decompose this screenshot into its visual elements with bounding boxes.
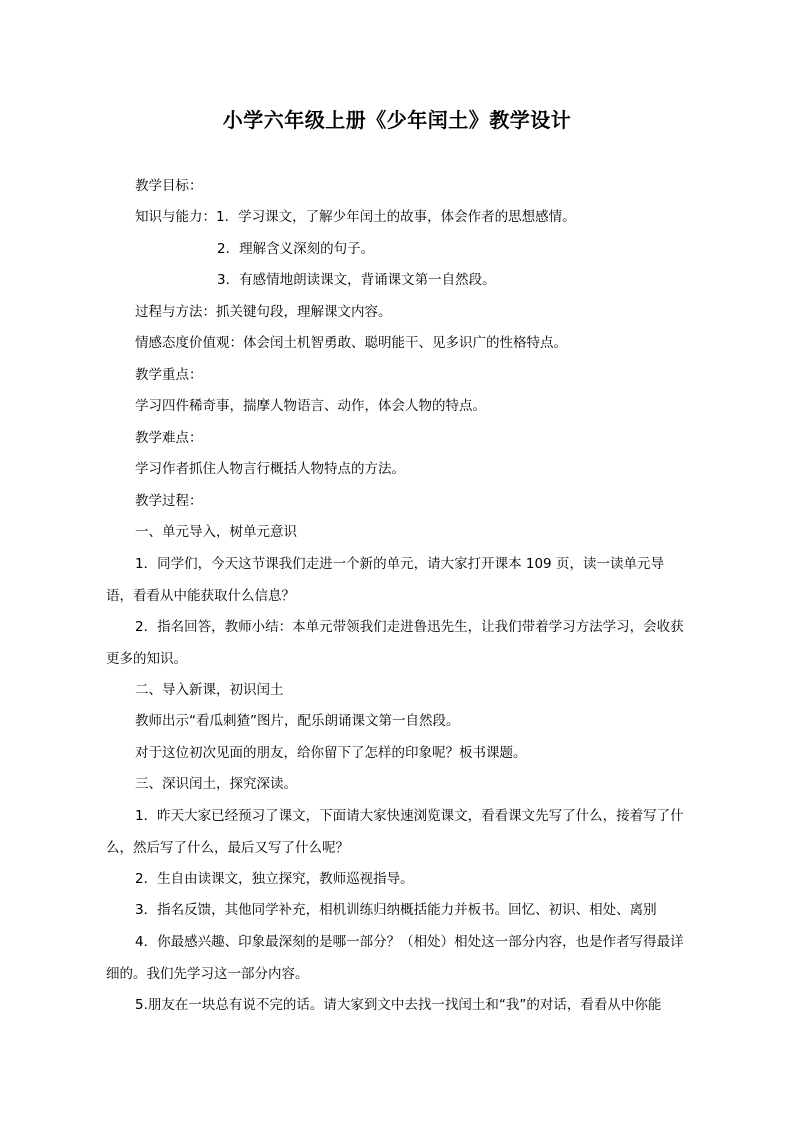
section-3-heading: 三、深识闰土，探究深读。	[135, 776, 297, 792]
section-1-item-2: 2．指名回答，教师小结：本单元带领我们走进鲁迅先生，让我们带着学习方法学习，会收获更多的知识。	[106, 619, 684, 667]
knowledge-goal-2: 2．理解含义深刻的句子。	[217, 241, 375, 257]
goals-heading: 教学目标：	[135, 178, 203, 194]
section-3-item-1: 1．昨天大家已经预习了课文，下面请大家快速浏览课文，看看课文先写了什么，接着写了什么，然后写了什么，最后又写了什么呢？	[106, 808, 684, 856]
document-title: 小学六年级上册《少年闰土》教学设计	[222, 108, 572, 132]
difficulty-heading: 教学难点：	[135, 430, 203, 446]
emotion-values-goal: 情感态度价值观：体会闰土机智勇敢、聪明能干、见多识广的性格特点。	[135, 335, 567, 351]
difficulty-text: 学习作者抓住人物言行概括人物特点的方法。	[135, 461, 405, 477]
process-heading: 教学过程：	[135, 493, 203, 509]
process-method-goal: 过程与方法：抓关键句段，理解课文内容。	[135, 304, 392, 320]
section-2-heading: 二、导入新课，初识闰土	[135, 682, 284, 698]
knowledge-goal-3: 3．有感情地朗读课文，背诵课文第一自然段。	[217, 272, 496, 288]
section-1-heading: 一、单元导入，树单元意识	[135, 524, 297, 540]
section-2-line-1: 教师出示“看瓜刺猹”图片，配乐朗诵课文第一自然段。	[135, 713, 460, 729]
section-1-item-1: 1．同学们，今天这节课我们走进一个新的单元，请大家打开课本 109 页，读一读单元导语，看看从中能获取什么信息？	[106, 556, 664, 604]
section-3-item-3: 3．指名反馈，其他同学补充，相机训练归纳概括能力并板书。回忆、初识、相处、离别	[135, 902, 657, 918]
section-3-item-5: 5.朋友在一块总有说不完的话。请大家到文中去找一找闰土和“我”的对话，看看从中你能	[135, 997, 662, 1013]
section-2-line-2: 对于这位初次见面的朋友，给你留下了怎样的印象呢？板书课题。	[135, 745, 527, 761]
section-3-item-2: 2．生自由读课文，独立探究，教师巡视指导。	[135, 871, 414, 887]
key-points-heading: 教学重点：	[135, 367, 203, 383]
section-3-item-4: 4．你最感兴趣、印象最深刻的是哪一部分？（相处）相处这一部分内容，也是作者写得最详细的。我们先学习这一部分内容。	[106, 934, 684, 982]
knowledge-goal-1: 知识与能力：1．学习课文，了解少年闰土的故事，体会作者的思想感情。	[135, 209, 576, 225]
key-points-text: 学习四件稀奇事，揣摩人物语言、动作，体会人物的特点。	[135, 398, 486, 414]
